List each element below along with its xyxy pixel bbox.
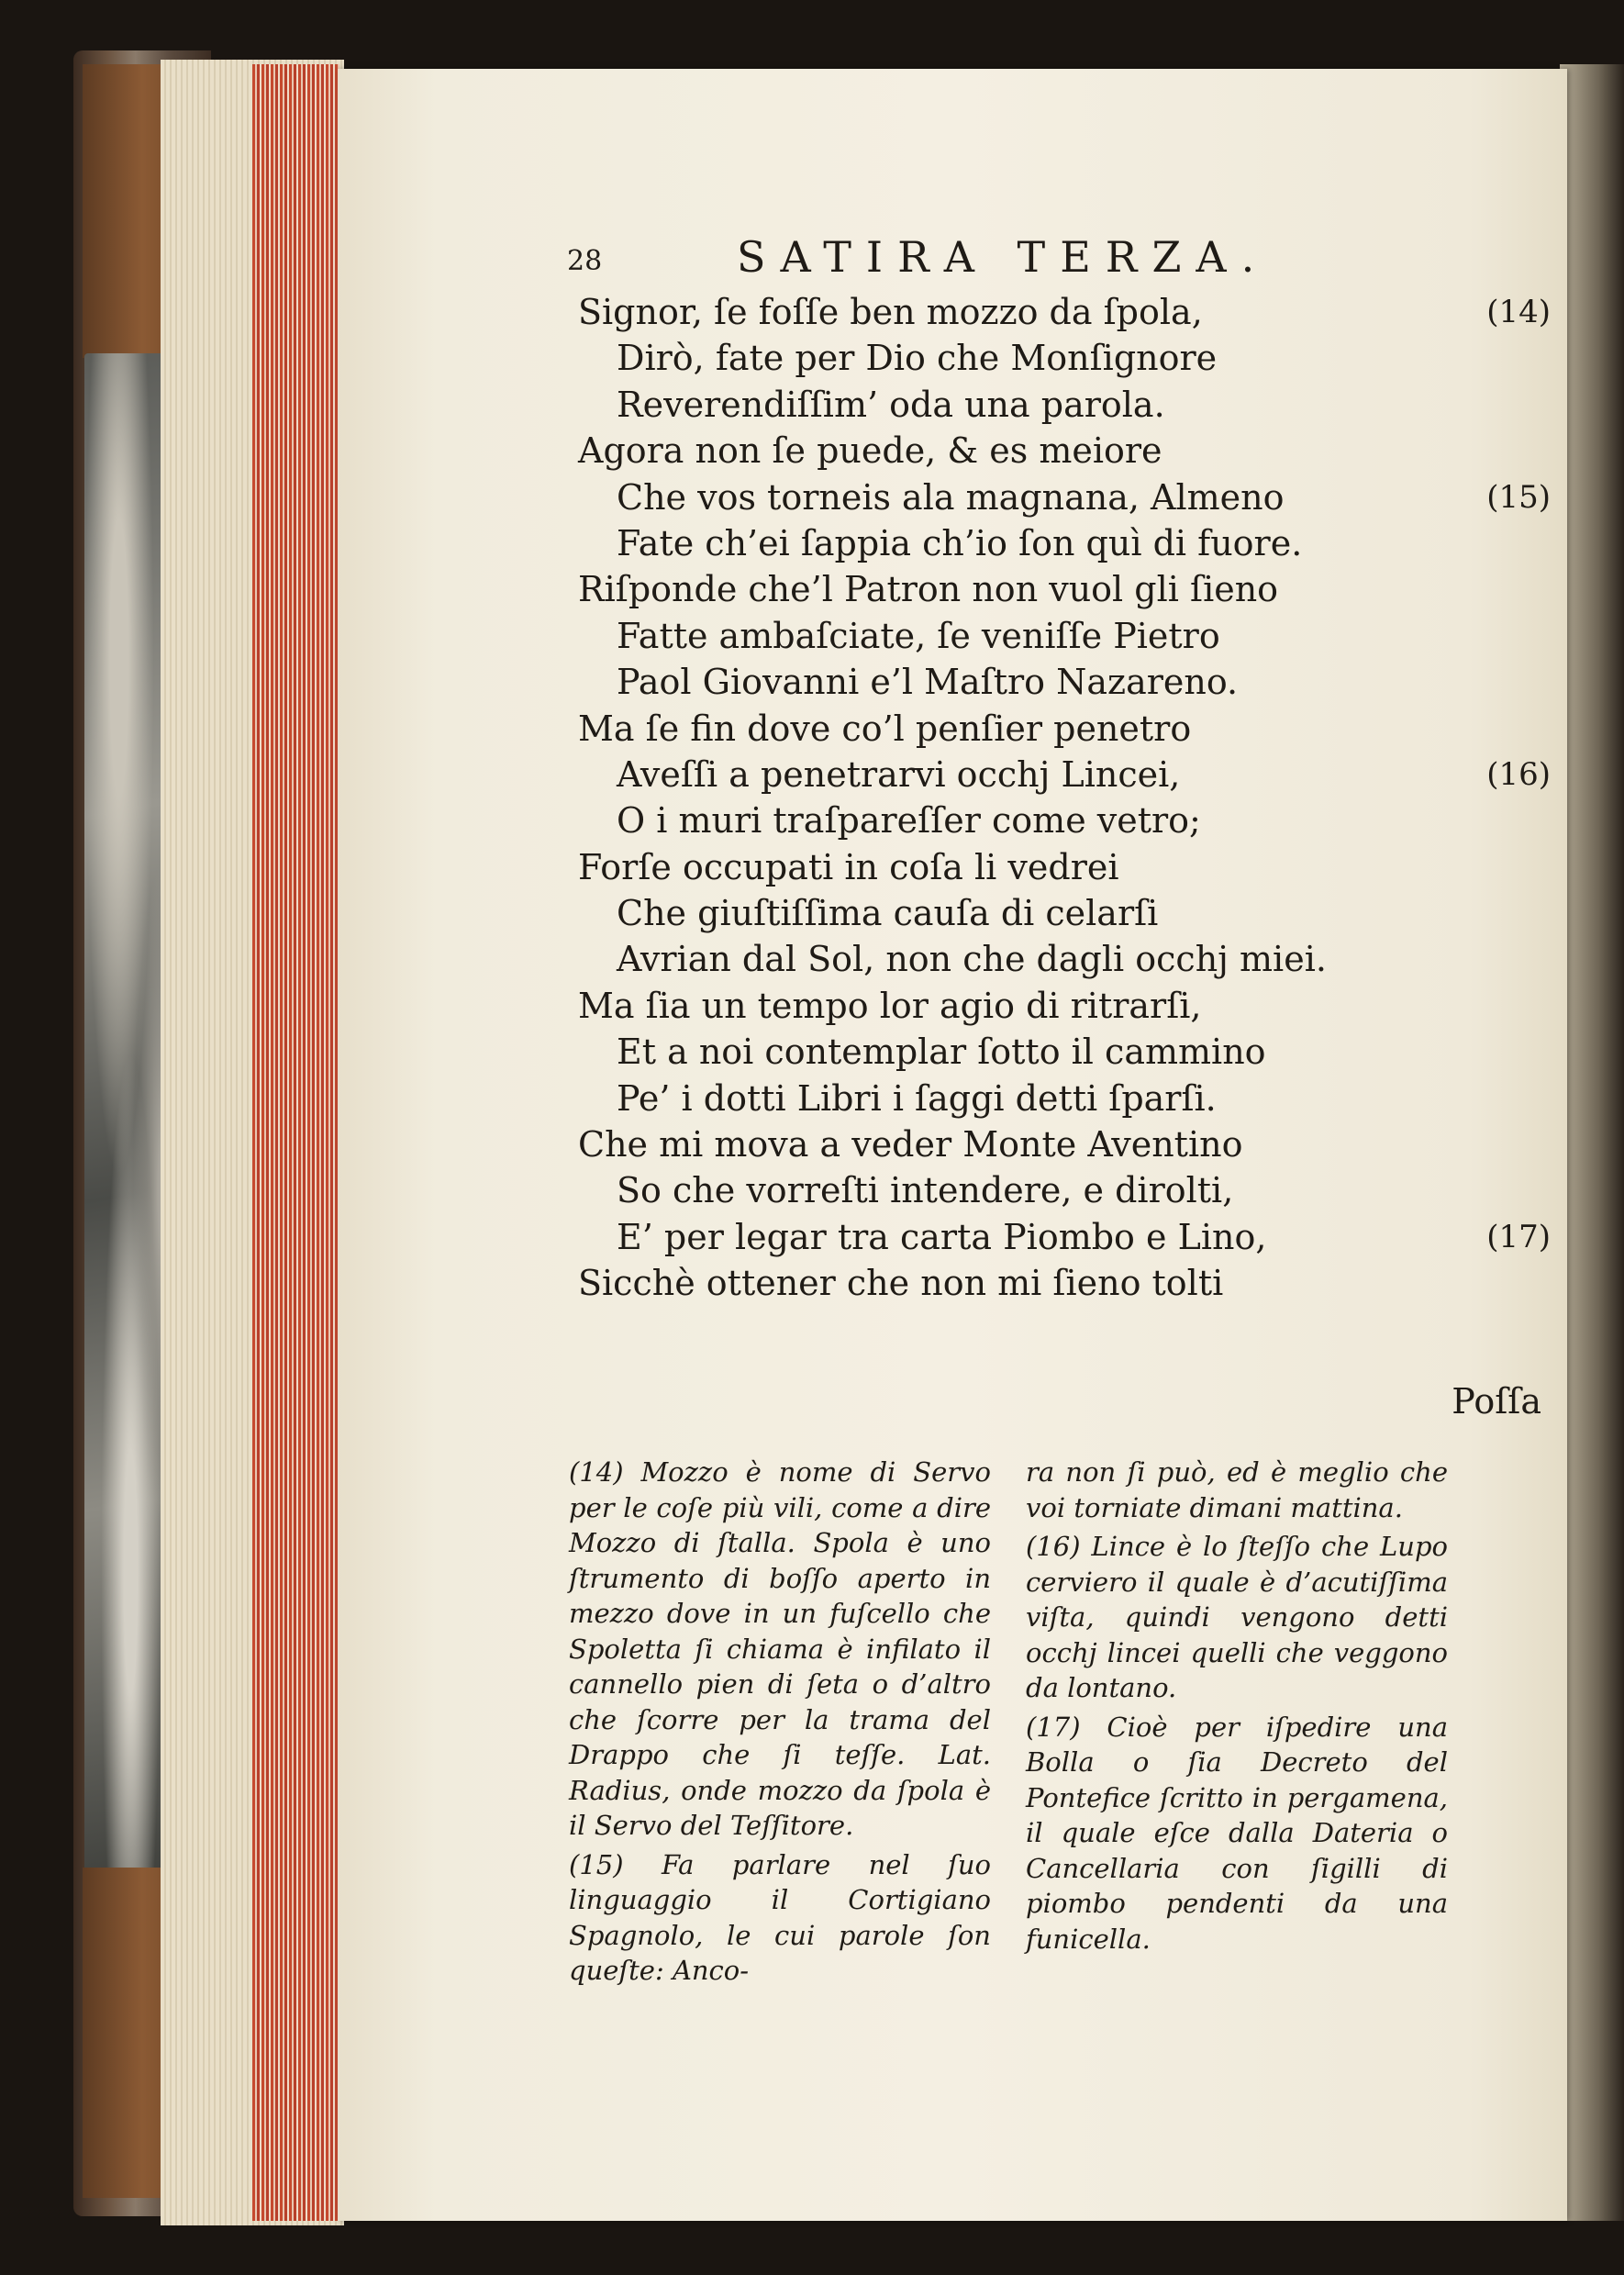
verse-text: Forſe occupati in coſa li vedrei [578,846,1119,887]
verse-text: Fate ch’ei ſappia ch’io ſon quì di fuore. [617,522,1303,563]
verse-line [578,706,1551,752]
verse-line [578,1214,1551,1260]
footnote-column-left [569,1455,991,1989]
footnote-17: (17) Cioè per iſpedire una Bolla o ſia Decreto del Pontefice ſcritto in pergamena, il quale eſce dalla Dateria o Cancellaria con ſigilli di piombo pendenti da una funicella. [1026,1711,1448,1955]
footnote-15-continued: ra non ſi può, ed è meglio che voi torniate dimani mattina. [1026,1456,1448,1523]
page-number: 28 [567,245,603,277]
verse-line [578,1167,1551,1213]
footnotes [569,1455,1486,1986]
verse-line [578,566,1551,612]
verse-line [578,844,1551,890]
verse-line [578,382,1551,428]
verse-text: Dirò, fate per Dio che Monſignore [617,338,1218,379]
facing-page-shadow [1560,64,1624,2221]
verse-line [578,520,1551,566]
verse-line [578,983,1551,1029]
verse-line [578,797,1551,843]
verse-line [578,936,1551,982]
verse-block [578,289,1551,1307]
verse-text: Che vos torneis ala magnana, Almeno [617,476,1285,518]
verse-text: Ma ſe fin dove co’l penſier penetro [578,708,1192,749]
verse-text: Agora non ſe puede, & es meiore [578,430,1162,472]
verse-line [578,1076,1551,1121]
verse-text: Signor, ſe foſſe ben mozzo da ſpola, [578,292,1203,332]
page-title: SATIRA TERZA. [737,232,1270,282]
verse-text: Riſponde che’l Patron non vuol gli ſieno [578,569,1279,610]
verse-text: Paol Giovanni e’l Maſtro Nazareno. [617,662,1239,703]
verse-text: Ma ſia un tempo lor agio di ritrarſi, [578,985,1202,1026]
verse-text: Pe’ i dotti Libri i ſaggi detti ſparſi. [617,1077,1217,1119]
verse-line [578,1029,1551,1075]
verse-line [578,474,1551,520]
verse-text: Che mi mova a veder Monte Aventino [578,1124,1243,1165]
footnote-14: (14) Mozzo è nome di Servo per le coſe più vili, come a dire Mozzo di ſtalla. Spola è uno ſtrumento di boſſo aperto in mezzo dove in un fuſcello che Spoletta ſi chiama è infilato il cannello pien di ſeta o d’altro che ſcorre per la trama del Drappo che ſi teſſe. Lat. Radius, onde mozzo da ſpola è il Servo del Teſſitore. [569,1456,991,1841]
verse-text: Che giuſtiſſima cauſa di celarſi [617,893,1159,934]
verse-text: Fatte ambaſciate, ſe veniſſe Pietro [617,615,1220,656]
verse-line [578,1121,1551,1167]
footnote-column-right [1026,1455,1448,1957]
verse-line [578,613,1551,659]
verse-line [578,428,1551,474]
verse-text: Avrian dal Sol, non che dagli occhj miei. [617,939,1327,980]
verse-line [578,890,1551,936]
verse-text: So che vorreſti intendere, e dirolti, [617,1170,1234,1211]
verse-text: Aveſſi a penetrarvi occhj Lincei, [617,753,1181,795]
note-reference: (17) [1486,1218,1551,1255]
footnote-16: (16) Lince è lo ſteſſo che Lupo cerviero il quale è d’acutiſſima viſta, quindi vengono detti occhj lincei quelli che veggono da lontano. [1026,1531,1448,1703]
verse-line [578,659,1551,705]
note-reference: (15) [1486,478,1551,516]
note-reference: (16) [1486,755,1551,793]
verse-line [578,1260,1551,1306]
verse-line [578,752,1551,797]
note-reference: (14) [1486,294,1551,330]
verse-text: O i muri traſpareſſer come vetro; [617,800,1201,842]
verse-text: Reverendiſſim’ oda una parola. [617,384,1165,425]
red-page-edges [252,64,339,2221]
running-head [567,232,1624,296]
printed-page [338,69,1567,2221]
verse-text: Et a noi contemplar ſotto il cammino [617,1032,1266,1073]
catchword: Poſſa [1452,1381,1541,1422]
verse-text: E’ per legar tra carta Piombo e Lino, [617,1216,1267,1257]
footnote-15: (15) Fa parlare nel ſuo linguaggio il Cortigiano Spagnolo, le cui parole ſon queſte: Anco- [569,1848,991,1986]
verse-line [578,335,1551,381]
verse-line [578,289,1551,335]
verse-text: Sicchè ottener che non mi ſieno tolti [578,1263,1224,1304]
